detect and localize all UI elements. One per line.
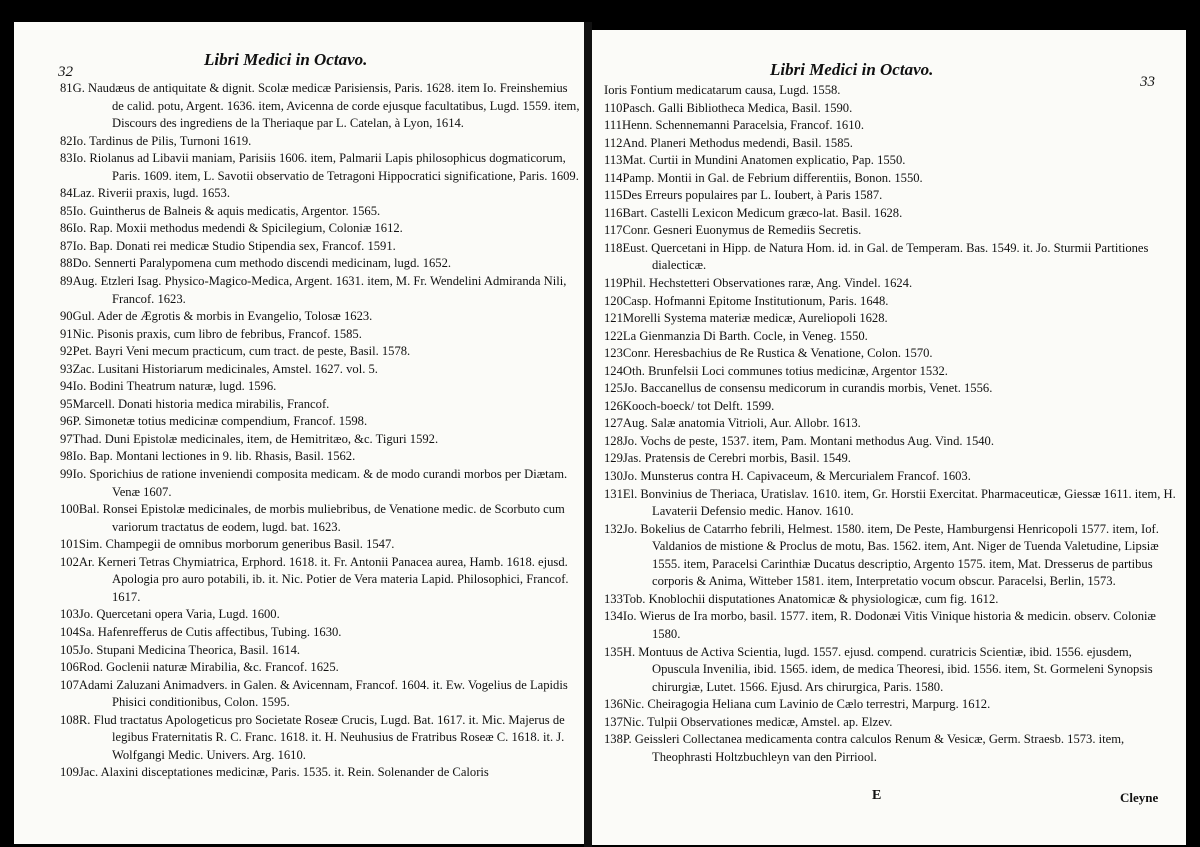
entry-number: 119 (604, 276, 623, 291)
catalog-entry (604, 82, 1176, 100)
catalog-entry (604, 450, 1176, 468)
catalog-entry (604, 433, 1176, 451)
entry-text: Aug. Salæ anatomia Vitrioli, Aur. Allobr. 1613. (622, 416, 861, 431)
entry-text: Laz. Riverii praxis, lugd. 1653. (72, 186, 230, 201)
entry-number: 135 (604, 644, 623, 659)
entry-number: 85 (60, 203, 73, 218)
catalog-entry (60, 624, 580, 642)
catalog-entry (60, 712, 580, 765)
entry-text: Aug. Etzleri Isag. Physico-Magico-Medica, Argent. 1631. item, M. Fr. Wendelini Admiranda Nili, Francof. 1623. (72, 274, 567, 306)
catalog-entry (60, 606, 580, 624)
catalog-entry (60, 150, 580, 185)
entry-text: Nic. Tulpii Observationes medicæ, Amstel. ap. Elzev. (622, 714, 893, 729)
entry-number: 96 (60, 414, 73, 429)
running-head: Libri Medici in Octavo. (770, 60, 934, 79)
entry-number: 110 (604, 100, 623, 115)
catalog-entry (604, 205, 1176, 223)
entry-number: 104 (60, 624, 79, 639)
catalog-entry (60, 273, 580, 308)
catalog-entry (60, 396, 580, 414)
catalog-entry (60, 554, 580, 607)
catalog-entry (60, 238, 580, 256)
entry-text: Io. Tardinus de Pilis, Turnoni 1619. (72, 133, 252, 148)
entry-text: Rod. Goclenii naturæ Mirabilia, &c. Francof. 1625. (78, 660, 339, 675)
entry-text: Io. Rap. Moxii methodus medendi & Spicilegium, Coloniæ 1612. (72, 221, 403, 236)
catalog-entry (604, 468, 1176, 486)
catalog-entry (60, 413, 580, 431)
entry-number: 122 (604, 328, 623, 343)
catalog-entry (60, 220, 580, 238)
catalog-entry (604, 380, 1176, 398)
catalog-entry (60, 659, 580, 677)
entry-text: Jo. Stupani Medicina Theorica, Basil. 1614. (78, 642, 301, 657)
entry-number: 99 (60, 467, 73, 482)
entry-number: 90 (60, 309, 73, 324)
entry-text: Casp. Hofmanni Epitome Institutionum, Paris. 1648. (622, 293, 889, 308)
entry-text: Conr. Heresbachius de Re Rustica & Venatione, Colon. 1570. (622, 346, 933, 361)
entry-text: Nic. Pisonis praxis, cum libro de febribus, Francof. 1585. (72, 326, 362, 341)
entry-text: Kooch-boeck/ tot Delft. 1599. (622, 398, 775, 413)
entry-number: 123 (604, 346, 623, 361)
entry-text: H. Montuus de Activa Scientia, lugd. 1557. ejusd. compend. curatricis Scientiæ, ibid. 1556. ejusdem, Opuscula Invenilia, ibid. 1565. idem, de medica Theoresi, ibid. 1556. item, St. Gormeleni Synopsis chirurgiæ, Lutet. 1566. Ejusd. Ars chirurgica, Paris. 1580. (622, 644, 1153, 694)
catalog-entry (60, 203, 580, 221)
entry-number: 82 (60, 133, 73, 148)
catalog-entry (604, 644, 1176, 697)
entry-text: El. Bonvinius de Theriaca, Uratislav. 1610. item, Gr. Horstii Exercitat. Pharmaceuticæ, Giessæ 1611. item, H. Lavaterii Defensio medic. Hanov. 1610. (622, 486, 1176, 519)
entry-number: 94 (60, 379, 73, 394)
entry-number: 108 (60, 712, 79, 727)
entry-text: Nic. Cheiragogia Heliana cum Lavinio de Cælo terrestri, Marpurg. 1612. (622, 697, 991, 712)
entry-text: P. Simonetæ totius medicinæ compendium, Francof. 1598. (72, 414, 368, 429)
entry-text: R. Flud tractatus Apologeticus pro Societate Roseæ Crucis, Lugd. Bat. 1617. it. Mic. Majerus de legibus Fraternitatis R. C. Franc. 1618. it. H. Neuhusius de Fratribus Roseæ C. 1618. it. J. Wolfgangi Medic. Univers. Arg. 1610. (78, 712, 565, 762)
entry-text: Jo. Bokelius de Catarrho febrili, Helmest. 1580. item, De Peste, Hamburgensi Henricopoli 1577. item, Iof. Valdanios de mistione & Proclus de motu, Bas. 1562. item, Ant. Niger de Tuenda Valetudine, Lipsiæ 1555. item, Paracelsi Carinthiæ Ducatus descriptio, Argento 1575. item, Mat. Dresserus de partibus corporis & Anima, Witteber 1581. item, Interpretatio vocum obscur. Paracelsi, Berlin, 1573. (622, 521, 1159, 589)
entry-text: Pet. Bayri Veni mecum practicum, cum tract. de peste, Basil. 1578. (72, 344, 411, 359)
entry-text: Mat. Curtii in Mundini Anatomen explicatio, Pap. 1550. (622, 153, 906, 168)
entry-text: Phil. Hechstetteri Observationes raræ, Ang. Vindel. 1624. (622, 276, 913, 291)
catalog-entry (60, 642, 580, 660)
entry-number: 136 (604, 697, 623, 712)
entry-number: 116 (604, 205, 623, 220)
entry-number: 129 (604, 451, 623, 466)
entry-number: 93 (60, 361, 73, 376)
entry-number: 111 (604, 118, 622, 133)
catalog-entry (60, 466, 580, 501)
catalog-entry (60, 501, 580, 536)
catalog-entries (60, 80, 580, 782)
entry-number: 137 (604, 714, 623, 729)
catalog-entry (604, 363, 1176, 381)
entry-number: 115 (604, 188, 623, 203)
entry-number: 107 (60, 677, 79, 692)
catalog-entry (604, 152, 1176, 170)
catalog-entry (604, 328, 1176, 346)
entry-text: Jas. Pratensis de Cerebri morbis, Basil. 1549. (622, 451, 851, 466)
entry-number: 97 (60, 431, 73, 446)
entry-text: Ar. Kerneri Tetras Chymiatrica, Erphord. 1618. it. Fr. Antonii Panacea aurea, Hamb. 1618. ejusd. Apologia pro auro potabili, ib. it. Nic. Potier de Vera materia Lapid. Philosophici, Francof. 1617. (78, 554, 569, 604)
entry-number: 131 (604, 486, 623, 501)
entry-number: 127 (604, 416, 623, 431)
catalog-entry (604, 398, 1176, 416)
entry-text: Conr. Gesneri Euonymus de Remediis Secretis. (622, 223, 862, 238)
entry-text: Eust. Quercetani in Hipp. de Natura Hom. id. in Gal. de Temperam. Bas. 1549. it. Jo. Sturmii Partitiones dialecticæ. (622, 240, 1149, 273)
catalog-entry (604, 521, 1176, 591)
catalog-entry (604, 345, 1176, 363)
entry-text: Io. Bodini Theatrum naturæ, lugd. 1596. (72, 379, 277, 394)
signature-mark: E (872, 788, 882, 803)
catalog-entry (604, 100, 1176, 118)
catalog-entry (604, 608, 1176, 643)
entry-number: 125 (604, 381, 623, 396)
entry-text: Io. Bap. Donati rei medicæ Studio Stipendia sex, Francof. 1591. (72, 238, 396, 253)
page-number: 32 (58, 64, 73, 80)
entry-number: 130 (604, 469, 623, 484)
catalog-entry (60, 255, 580, 273)
catalog-entry (604, 135, 1176, 153)
catalog-entry (604, 240, 1176, 275)
entry-number: 88 (60, 256, 73, 271)
entry-text: Jo. Quercetani opera Varia, Lugd. 1600. (78, 607, 280, 622)
catalog-entry (604, 591, 1176, 609)
entry-number: 103 (60, 607, 79, 622)
entry-number: 102 (60, 554, 79, 569)
right-page (592, 30, 1186, 845)
entry-text: Io. Wierus de Ira morbo, basil. 1577. item, R. Dodonæi Vitis Vinique historia & medicin. observ. Coloniæ 1580. (622, 609, 1156, 641)
book-gutter (584, 22, 592, 847)
entry-text: Marcell. Donati historia medica mirabilis, Francof. (72, 396, 330, 411)
entry-number: 134 (604, 609, 623, 624)
entry-text: Jo. Baccanellus de consensu medicorum in curandis morbis, Venet. 1556. (622, 381, 993, 396)
entry-number: 121 (604, 311, 623, 326)
entry-text: Adami Zaluzani Animadvers. in Galen. & Avicennam, Francof. 1604. it. Ew. Vogelius de Lapidis Phisici conditionibus, Colon. 1595. (78, 677, 568, 710)
entry-text: Bal. Ronsei Epistolæ medicinales, de morbis muliebribus, de Venatione medic. de Scorbuto cum variorum tractatus de eodem, lugd. bat. 1623. (78, 502, 565, 534)
entry-number: 126 (604, 398, 623, 413)
entry-number: 101 (60, 537, 79, 552)
entry-number: 120 (604, 293, 623, 308)
page-number: 33 (1140, 74, 1155, 90)
entry-number: 87 (60, 238, 73, 253)
entry-number: 109 (60, 765, 79, 780)
catalog-entry (60, 764, 580, 782)
catalog-entry (604, 187, 1176, 205)
entry-number: 100 (60, 502, 79, 517)
entry-text: Thad. Duni Epistolæ medicinales, item, de Hemitritæo, &c. Tiguri 1592. (72, 431, 439, 446)
catalog-entry (604, 486, 1176, 521)
entry-number: 106 (60, 660, 79, 675)
catalog-entry (60, 80, 580, 133)
entry-number: 112 (604, 135, 623, 150)
catalog-entry (60, 326, 580, 344)
entry-number: 81 (60, 81, 73, 95)
entry-number: 128 (604, 433, 623, 448)
entry-text: Do. Sennerti Paralypomena cum methodo discendi medicinam, lugd. 1652. (72, 256, 452, 271)
entry-text: Pasch. Galli Bibliotheca Medica, Basil. 1590. (622, 100, 853, 115)
entry-text: Tob. Knoblochii disputationes Anatomicæ & physiologicæ, cum fig. 1612. (622, 591, 999, 606)
catalog-entry (60, 343, 580, 361)
left-page (14, 22, 584, 844)
catalog-entry (604, 714, 1176, 732)
catalog-entry (60, 677, 580, 712)
catchword: Cleyne (1120, 790, 1159, 805)
catalog-entry (60, 448, 580, 466)
entry-text: Sa. Hafenrefferus de Cutis affectibus, Tubing. 1630. (78, 624, 342, 639)
running-head: Libri Medici in Octavo. (204, 50, 368, 69)
catalog-entries (604, 82, 1176, 766)
entry-text: La Gienmanzia Di Barth. Cocle, in Veneg. 1550. (622, 328, 868, 343)
catalog-entry (604, 415, 1176, 433)
catalog-entry (60, 133, 580, 151)
entry-text: Io. Bap. Montani lectiones in 9. lib. Rhasis, Basil. 1562. (72, 449, 356, 464)
catalog-entry (60, 308, 580, 326)
entry-text: Morelli Systema materiæ medicæ, Aureliopoli 1628. (622, 311, 888, 326)
entry-number: 118 (604, 240, 623, 255)
catalog-entry (604, 293, 1176, 311)
entry-text: Io. Sporichius de ratione inveniendi composita medicam. & de modo curandi morbos per Diætam. Venæ 1607. (72, 467, 568, 499)
entry-number: 84 (60, 186, 73, 201)
entry-number: 89 (60, 274, 73, 289)
entry-text: Oth. Brunfelsii Loci communes totius medicinæ, Argentor 1532. (622, 363, 948, 378)
catalog-entry (60, 536, 580, 554)
catalog-entry (60, 361, 580, 379)
entry-text: P. Geissleri Collectanea medicamenta contra calculos Renum & Vesicæ, Germ. Straesb. 1573. item, Theophrasti Holtzbuchleyn van den Pirriool. (622, 732, 1125, 764)
entry-number: 138 (604, 732, 623, 747)
entry-text: Zac. Lusitani Historiarum medicinales, Amstel. 1627. vol. 5. (72, 361, 378, 376)
catalog-entry (604, 731, 1176, 766)
entry-number: 91 (60, 326, 73, 341)
entry-text: Sim. Champegii de omnibus morborum generibus Basil. 1547. (78, 537, 395, 552)
entry-text: Io. Riolanus ad Libavii maniam, Parisiis 1606. item, Palmarii Lapis philosophicus dogmaticorum, Paris. 1609. item, L. Savotii observatio de Tetragoni Hippocratici significatione, Paris. 1609. (72, 151, 579, 183)
entry-number: 113 (604, 153, 623, 168)
entry-text: G. Naudæus de antiquitate & dignit. Scolæ medicæ Parisiensis, Paris. 1628. item Io. Freinshemius de calid. potu, Argent. 1636. item, Avicenna de corde ejusque facultatibus, Lugd. 1559. item, Discours des ingrediens de la Theriaque par L. Catelan, à Lyon, 1614. (72, 81, 580, 131)
entry-number: 105 (60, 642, 79, 657)
entry-text: Io. Guintherus de Balneis & aquis medicatis, Argentor. 1565. (72, 203, 381, 218)
catalog-entry (60, 378, 580, 396)
entry-number: 92 (60, 344, 73, 359)
catalog-entry (604, 222, 1176, 240)
entry-text: Ioris Fontium medicatarum causa, Lugd. 1558. (604, 83, 841, 97)
entry-text: Henn. Schennemanni Paracelsia, Francof. 1610. (621, 118, 864, 133)
entry-text: Jo. Vochs de peste, 1537. item, Pam. Montani methodus Aug. Vind. 1540. (622, 433, 994, 448)
entry-text: Des Erreurs populaires par L. Ioubert, à Paris 1587. (622, 188, 883, 203)
entry-number: 133 (604, 591, 623, 606)
entry-text: Pamp. Montii in Gal. de Febrium differentiis, Bonon. 1550. (622, 170, 923, 185)
entry-text: And. Planeri Methodus medendi, Basil. 1585. (622, 135, 853, 150)
entry-text: Gul. Ader de Ægrotis & morbis in Evangelio, Tolosæ 1623. (72, 309, 373, 324)
entry-number: 132 (604, 521, 623, 536)
entry-number: 117 (604, 223, 623, 238)
catalog-entry (60, 185, 580, 203)
entry-number: 83 (60, 151, 73, 166)
entry-text: Jac. Alaxini disceptationes medicinæ, Paris. 1535. it. Rein. Solenander de Caloris (78, 765, 489, 780)
catalog-entry (604, 310, 1176, 328)
catalog-entry (604, 170, 1176, 188)
entry-number: 95 (60, 396, 73, 411)
entry-text: Bart. Castelli Lexicon Medicum græco-lat. Basil. 1628. (622, 205, 903, 220)
entry-number: 86 (60, 221, 73, 236)
catalog-entry (604, 117, 1176, 135)
catalog-entry (604, 696, 1176, 714)
entry-number: 98 (60, 449, 73, 464)
entry-number: 124 (604, 363, 623, 378)
catalog-entry (604, 275, 1176, 293)
catalog-entry (60, 431, 580, 449)
entry-text: Jo. Munsterus contra H. Capivaceum, & Mercurialem Francof. 1603. (622, 469, 971, 484)
entry-number: 114 (604, 170, 623, 185)
